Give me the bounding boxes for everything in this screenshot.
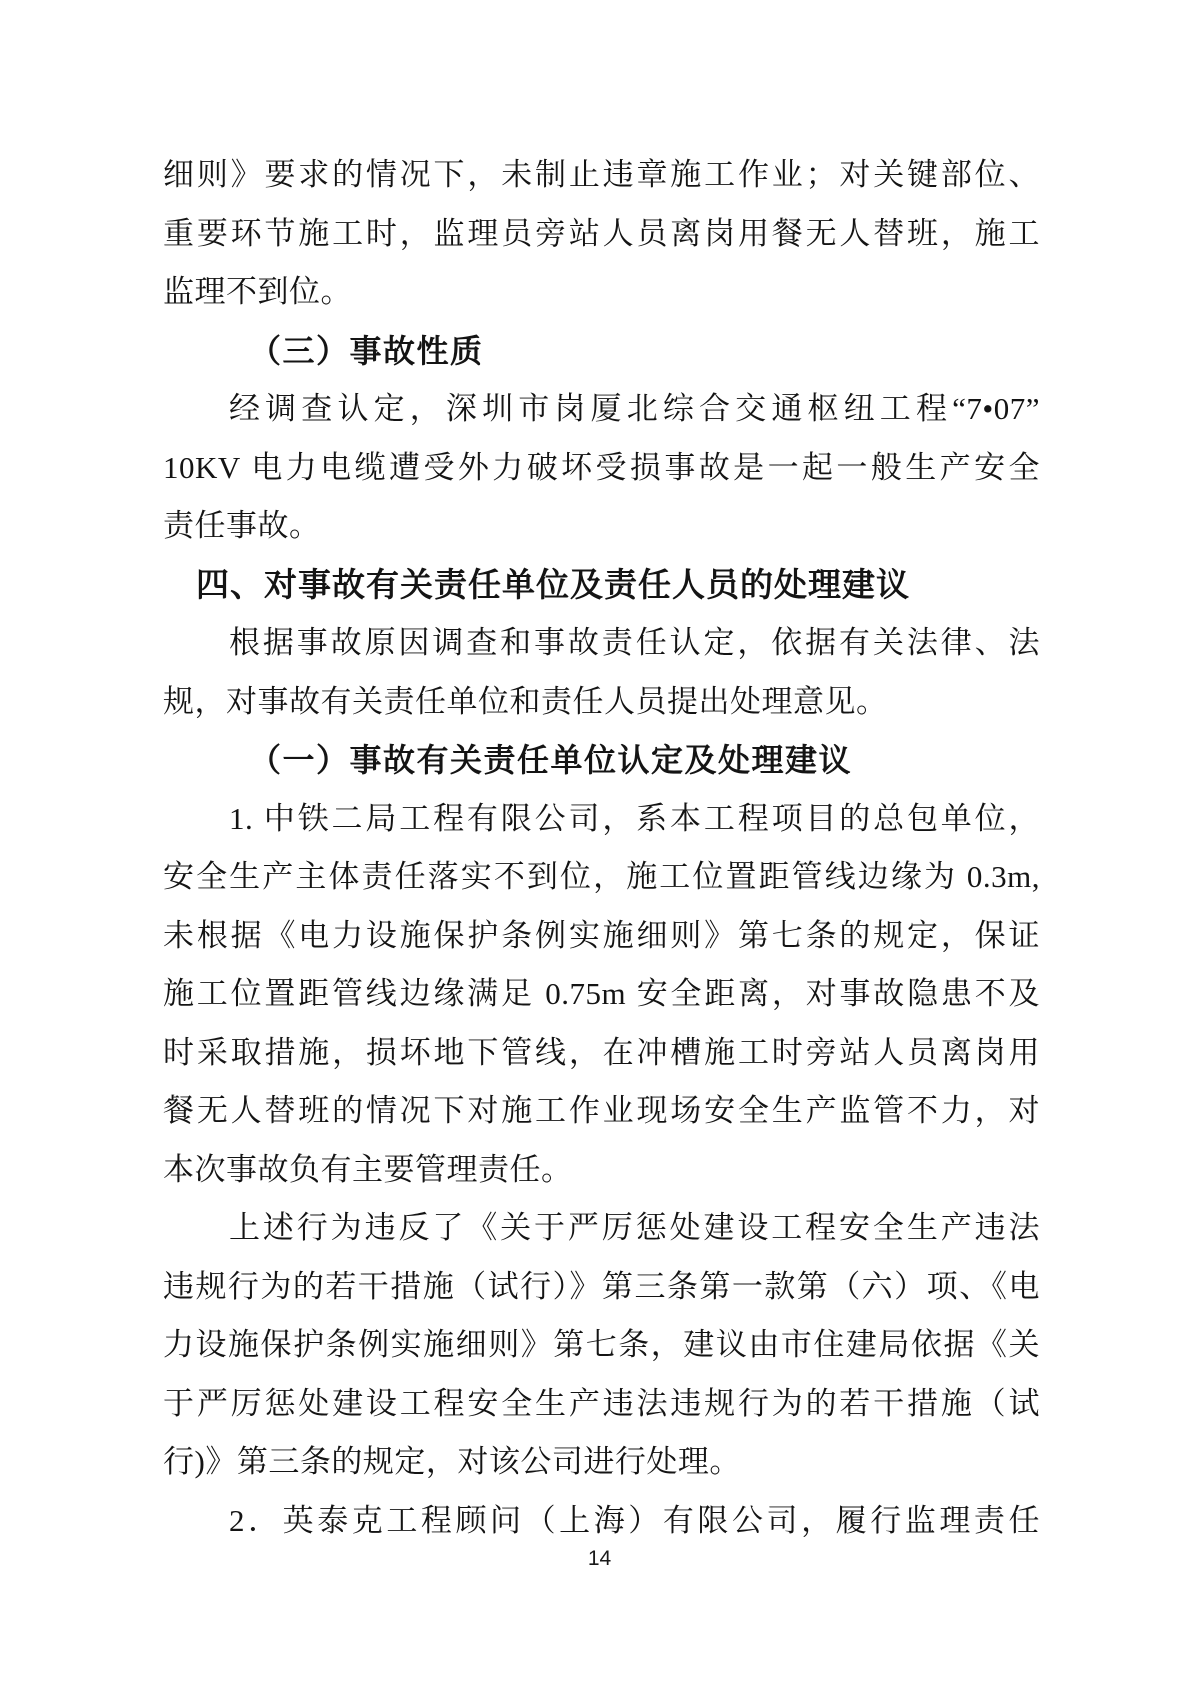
page-number: 14 — [587, 1547, 612, 1570]
text-line: 餐无人替班的情况下对施工作业现场安全生产监管不力，对 — [163, 1093, 1040, 1128]
text-line: 2．英泰克工程顾问（上海）有限公司，履行监理责任 — [229, 1502, 1040, 1538]
text-line: 本次事故负有主要管理责任。 — [163, 1151, 573, 1187]
text-line: 根据事故原因调查和事故责任认定，依据有关法律、法 — [229, 625, 1040, 660]
text-line: 力设施保护条例实施细则》第七条，建议由市住建局依据《关 — [163, 1327, 1040, 1362]
text-line: 1. 中铁二局工程有限公司，系本工程项目的总包单位， — [229, 800, 1040, 836]
text-line: 违规行为的若干措施（试行）》第三条第一款第（六）项、《电 — [163, 1268, 1040, 1304]
heading-line: （三）事故性质 — [249, 332, 484, 369]
text-line: 未根据《电力设施保护条例实施细则》第七条的规定，保证 — [163, 917, 1040, 953]
heading-line: 四、对事故有关责任单位及责任人员的处理建议 — [196, 565, 910, 603]
heading-line: （一）事故有关责任单位认定及处理建议 — [249, 742, 853, 778]
text-line: 10KV 电力电缆遭受外力破坏受损事故是一起一般生产安全 — [163, 449, 1040, 485]
text-line: 安全生产主体责任落实不到位，施工位置距管线边缘为 0.3m, — [163, 859, 1040, 894]
text-line: 施工位置距管线边缘满足 0.75m 安全距离，对事故隐患不及 — [163, 976, 1040, 1011]
text-line: 细则》要求的情况下，未制止违章施工作业；对关键部位、 — [163, 157, 1040, 192]
text-line: 规，对事故有关责任单位和责任人员提出处理意见。 — [163, 683, 888, 719]
text-line: 于严厉惩处建设工程安全生产违法违规行为的若干措施（试 — [163, 1385, 1040, 1421]
text-line: 行)》第三条的规定，对该公司进行处理。 — [163, 1444, 741, 1479]
text-line: 监理不到位。 — [163, 274, 352, 309]
text-line: 责任事故。 — [163, 508, 321, 543]
text-line: 时采取措施，损坏地下管线，在冲槽施工时旁站人员离岗用 — [163, 1034, 1040, 1070]
text-line: 重要环节施工时，监理员旁站人员离岗用餐无人替班，施工 — [163, 215, 1040, 251]
text-line: 经调查认定，深圳市岗厦北综合交通枢纽工程“7•07” — [229, 391, 1040, 426]
text-line: 上述行为违反了《关于严厉惩处建设工程安全生产违法 — [229, 1210, 1040, 1245]
document-body — [163, 146, 1040, 1550]
